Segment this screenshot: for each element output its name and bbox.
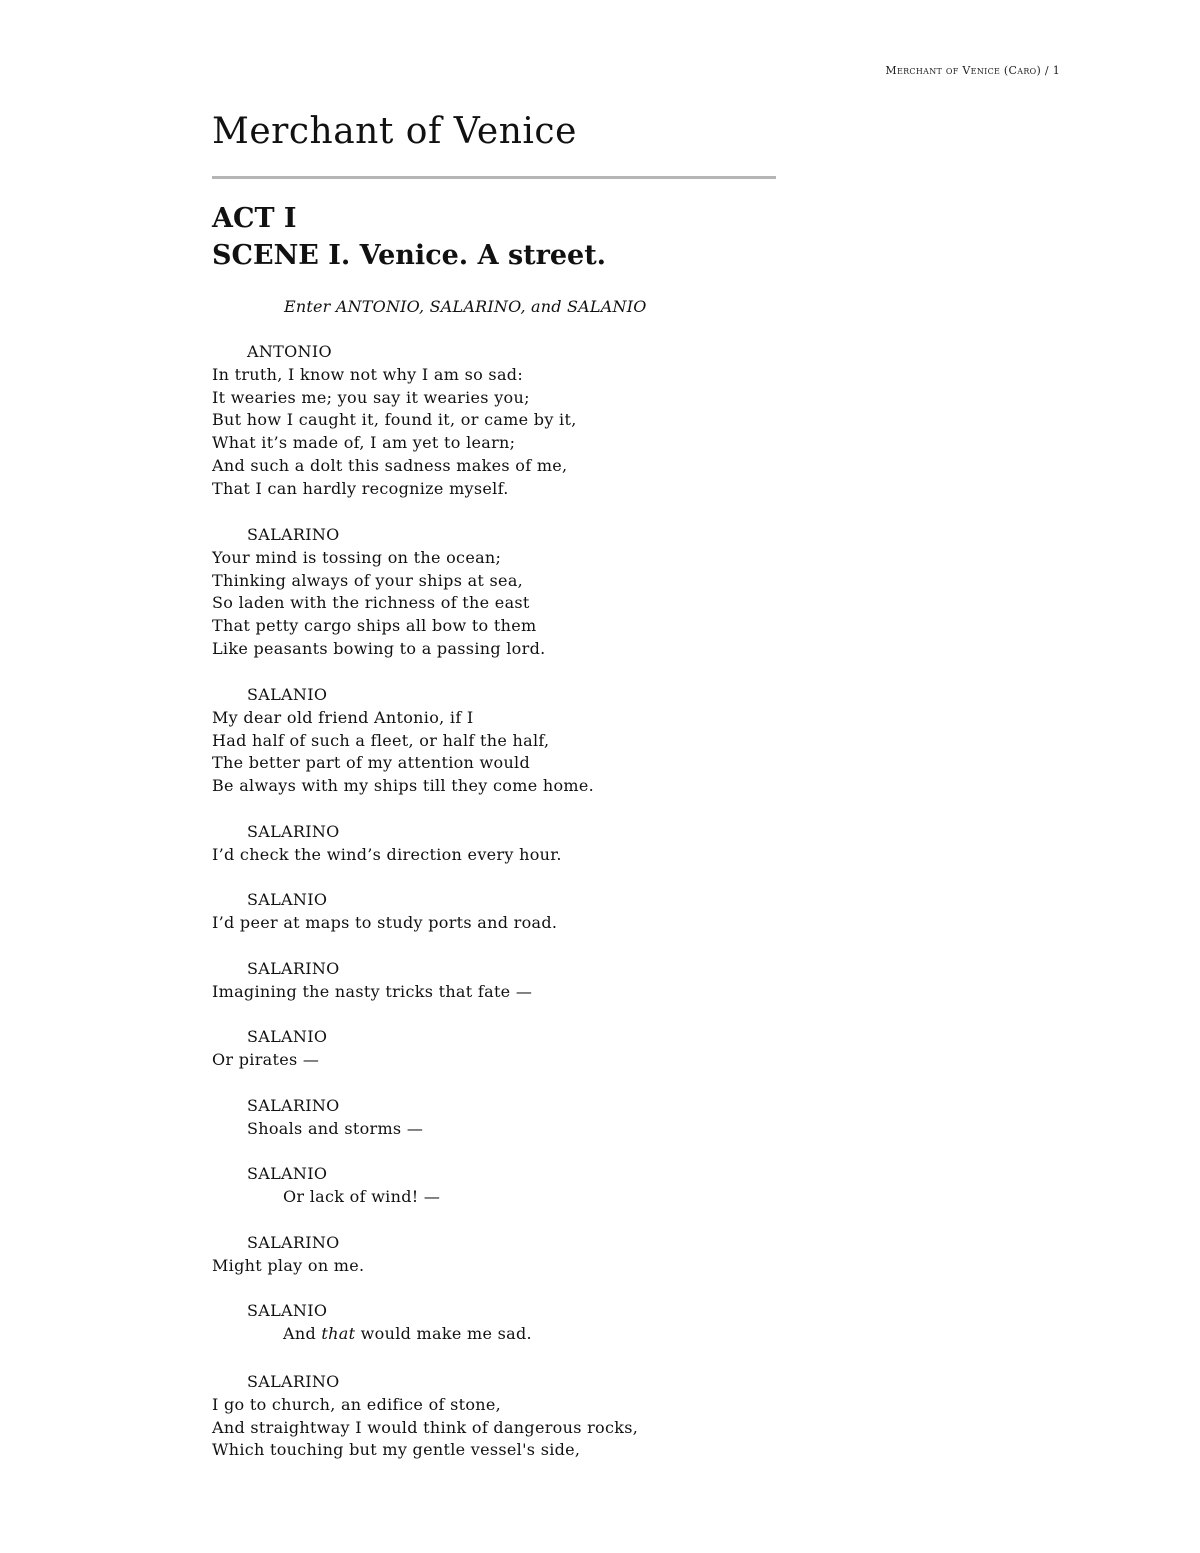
stage-direction: Enter ANTONIO, SALARINO, and SALANIO (284, 297, 647, 316)
speech-salarino (212, 1232, 364, 1278)
verse-line: But how I caught it, found it, or came by it, (212, 410, 577, 430)
speaker-name: SALARINO (247, 1372, 340, 1391)
speech-salarino (212, 958, 532, 1004)
verse-line: Like peasants bowing to a passing lord. (212, 638, 546, 658)
speech-salarino (212, 821, 562, 867)
speech-salarino (212, 1371, 638, 1462)
verse-line: The better part of my attention would (212, 753, 531, 773)
verse-line: That I can hardly recognize myself. (212, 478, 509, 498)
speaker-name: SALARINO (247, 1096, 340, 1115)
verse-line (212, 1323, 532, 1346)
verse-line: Had half of such a fleet, or half the half, (212, 730, 550, 750)
verse-line: Or lack of wind! — (283, 1186, 441, 1206)
speaker-name: SALANIO (247, 1301, 328, 1320)
emphasized-word: that (321, 1323, 356, 1343)
title-divider (212, 176, 776, 179)
verse-line: So laden with the richness of the east (212, 593, 530, 613)
verse-line: I’d peer at maps to study ports and road. (212, 912, 558, 932)
speaker-name: SALARINO (247, 1233, 340, 1252)
verse-line: Be always with my ships till they come home. (212, 776, 595, 796)
verse-line: Or pirates — (212, 1049, 320, 1069)
verse-line: Might play on me. (212, 1255, 365, 1275)
line-text: would make me sad. (355, 1323, 532, 1343)
verse-line: My dear old friend Antonio, if I (212, 707, 474, 727)
speaker-name: SALANIO (247, 685, 328, 704)
speech-salanio (212, 1163, 440, 1209)
speech-salarino (212, 1095, 423, 1141)
scene-heading: SCENE I. Venice. A street. (212, 240, 607, 271)
speech-antonio (212, 341, 577, 501)
line-text: And (283, 1323, 322, 1343)
speaker-name: SALARINO (247, 822, 340, 841)
act-heading: ACT I (212, 203, 297, 234)
verse-line: Which touching but my gentle vessel's side, (212, 1440, 581, 1460)
speaker-name: SALANIO (247, 890, 328, 909)
speaker-name: SALARINO (247, 959, 340, 978)
verse-line: Shoals and storms — (247, 1118, 424, 1138)
verse-line: And such a dolt this sadness makes of me, (212, 455, 568, 475)
verse-line: I’d check the wind’s direction every hour. (212, 844, 562, 864)
speech-salarino (212, 524, 546, 661)
verse-line: Imagining the nasty tricks that fate — (212, 981, 533, 1001)
verse-line: Your mind is tossing on the ocean; (212, 547, 502, 567)
verse-line: Thinking always of your ships at sea, (212, 570, 524, 590)
running-header: Merchant of Venice (Caro) / 1 (885, 64, 1060, 77)
speaker-name: SALARINO (247, 525, 340, 544)
verse-line: In truth, I know not why I am so sad: (212, 364, 524, 384)
speaker-name: SALANIO (247, 1027, 328, 1046)
speech-salanio (212, 1026, 327, 1072)
speaker-name: ANTONIO (247, 342, 332, 361)
play-title: Merchant of Venice (212, 111, 577, 152)
verse-line: That petty cargo ships all bow to them (212, 616, 537, 636)
speaker-name: SALANIO (247, 1164, 328, 1183)
verse-line: I go to church, an edifice of stone, (212, 1394, 502, 1414)
speech-salanio (212, 889, 557, 935)
speech-salanio (212, 1300, 532, 1346)
verse-line: It wearies me; you say it wearies you; (212, 387, 530, 407)
verse-line: What it’s made of, I am yet to learn; (212, 433, 516, 453)
verse-line: And straightway I would think of dangerous rocks, (212, 1417, 639, 1437)
speech-salanio (212, 684, 594, 798)
